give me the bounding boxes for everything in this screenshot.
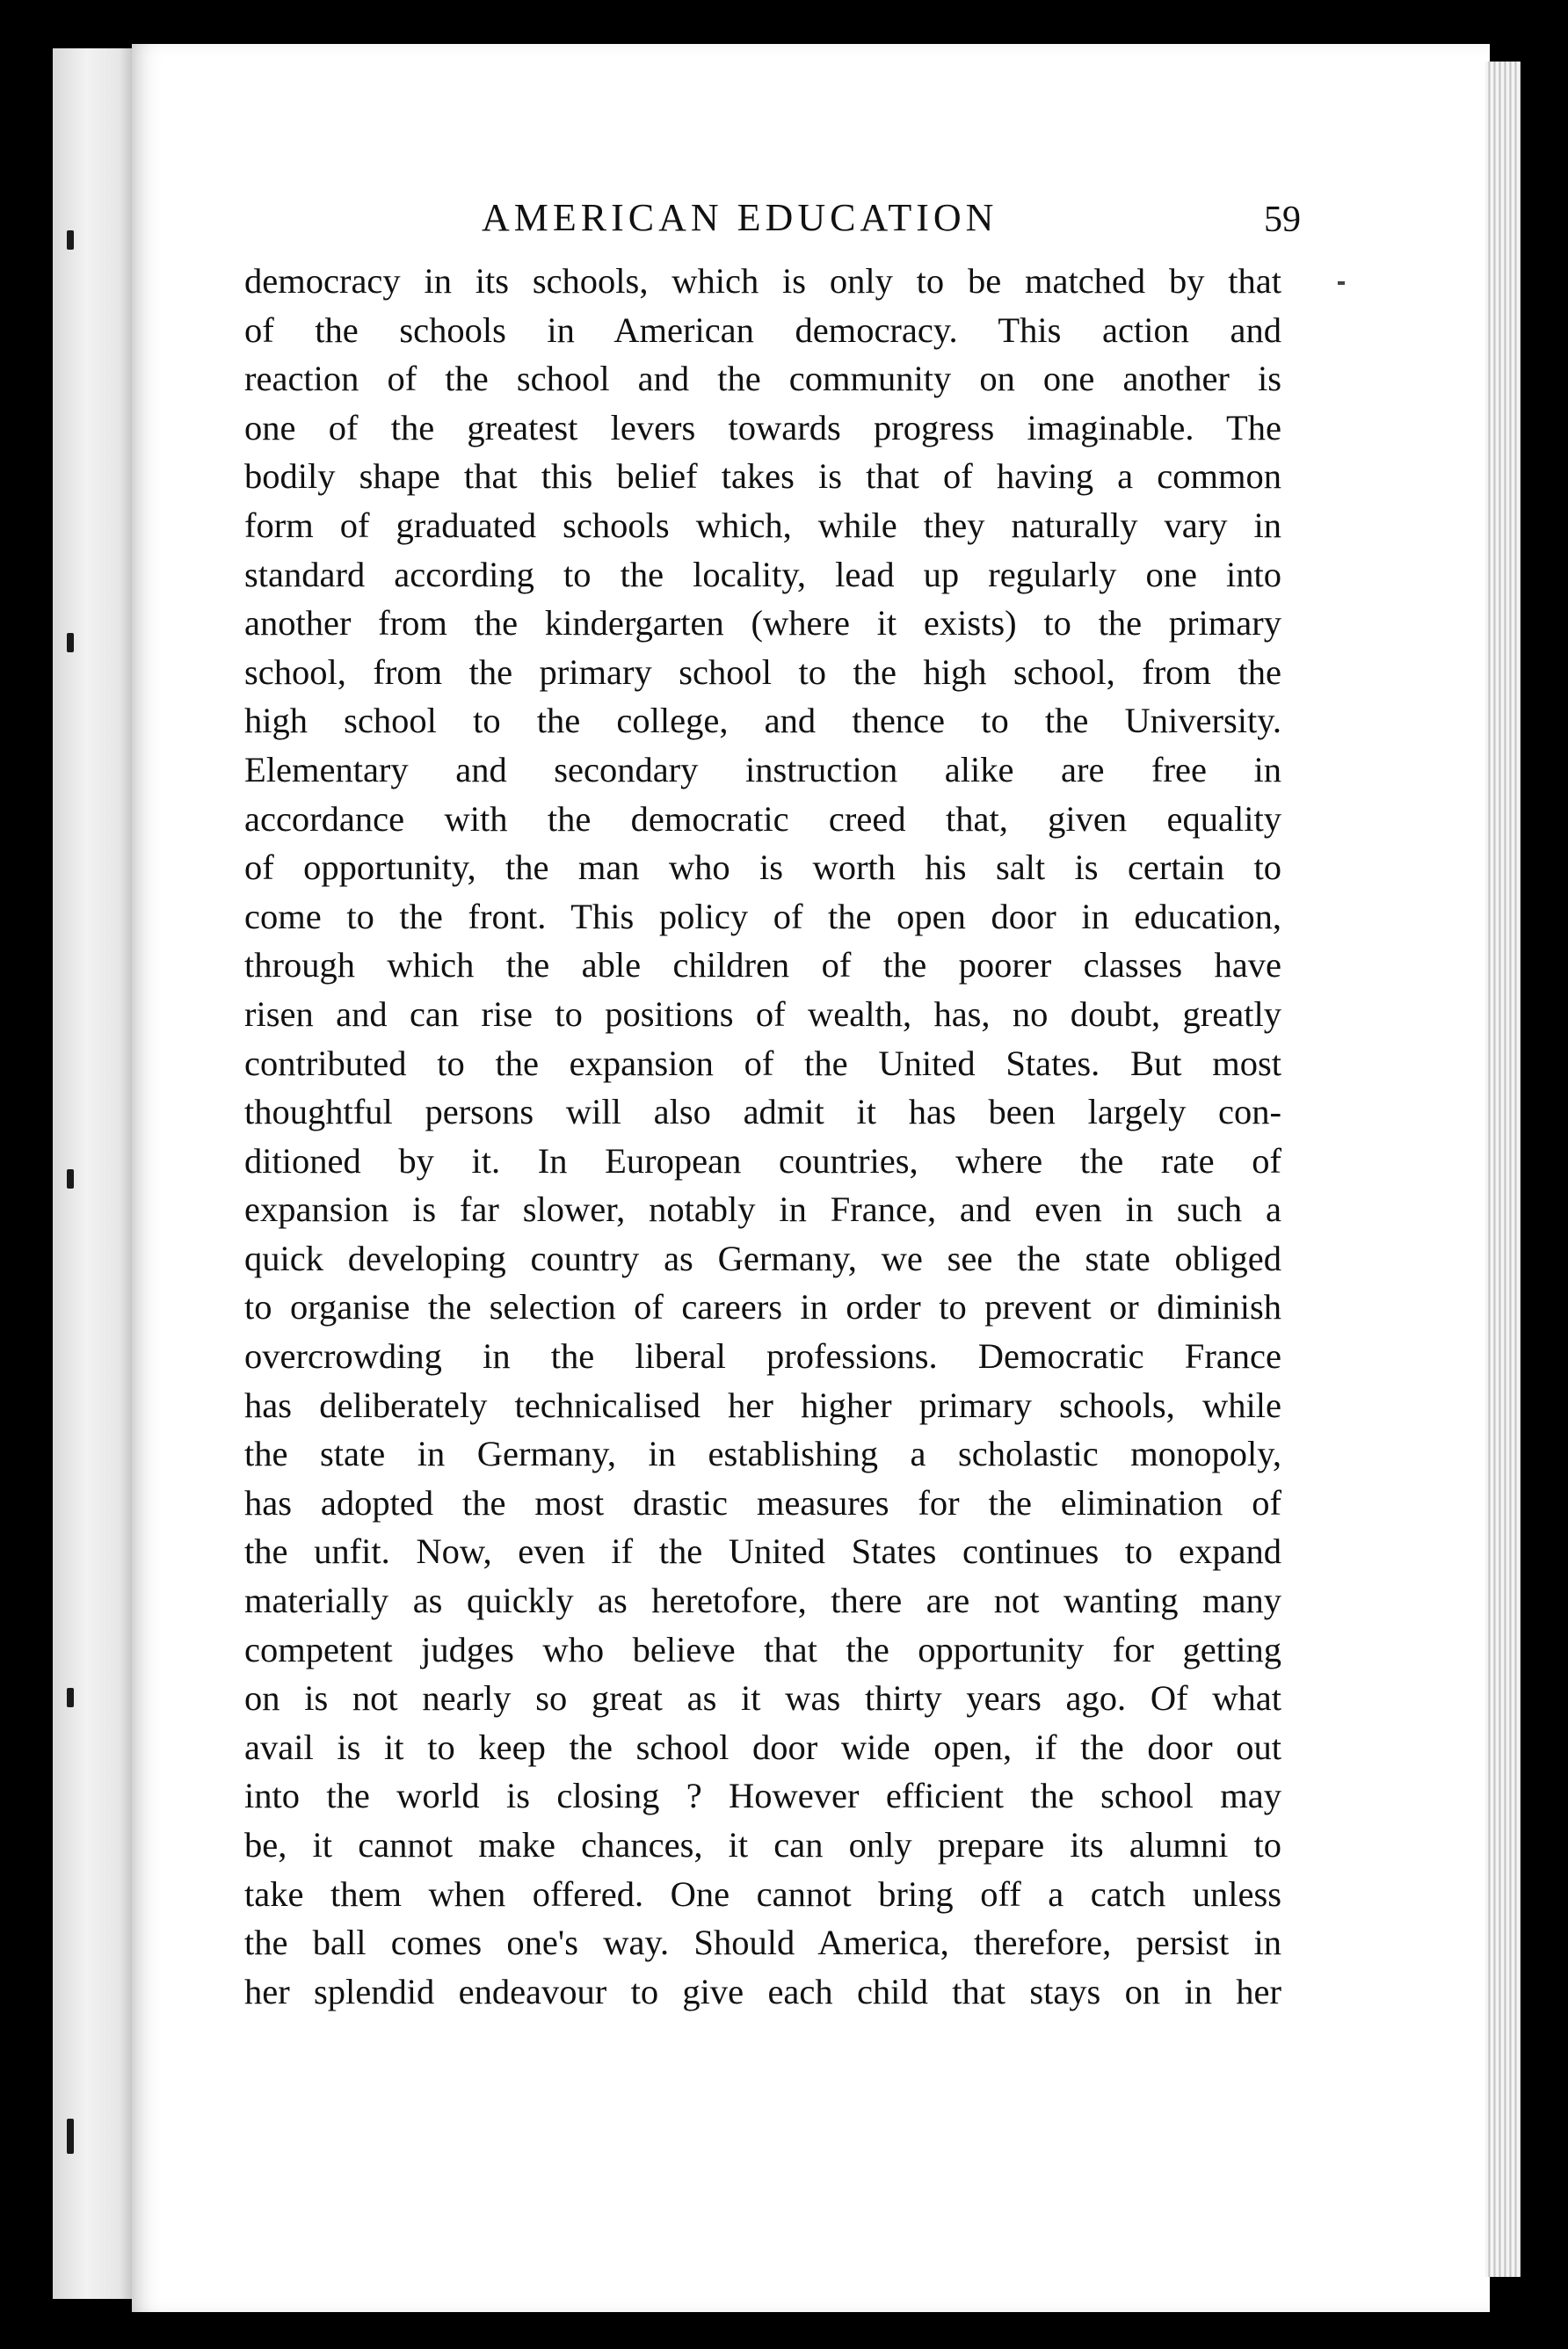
text-line: Elementary and secondary instruction alike are free in	[244, 749, 1281, 789]
facing-page-edge	[53, 48, 136, 2299]
text-line: materially as quickly as heretofore, there are not wanting many	[244, 1581, 1281, 1621]
margin-mark	[67, 633, 74, 652]
text-line: high school to the college, and thence to the University.	[244, 701, 1281, 741]
text-line: thoughtful persons will also admit it has been largely con-	[244, 1092, 1281, 1132]
page-header	[352, 195, 1301, 248]
text-line: reaction of the school and the community on one another is	[244, 359, 1281, 399]
text-line: one of the greatest levers towards progress imaginable. The	[244, 407, 1281, 447]
text-line: her splendid endeavour to give each child that stays on in her	[244, 1971, 1281, 2011]
text-line: risen and can rise to positions of wealth, has, no doubt, greatly	[244, 993, 1281, 1034]
text-line: democracy in its schools, which is only to be matched by that	[244, 261, 1281, 301]
margin-mark	[67, 2119, 74, 2154]
text-line: through which the able children of the poorer classes have	[244, 945, 1281, 985]
text-line: the unfit. Now, even if the United States continues to expand	[244, 1531, 1281, 1572]
text-line: come to the front. This policy of the open door in education,	[244, 896, 1281, 936]
body-text	[244, 257, 1281, 2016]
stray-mark	[1338, 281, 1345, 285]
margin-mark	[67, 230, 74, 250]
text-line: form of graduated schools which, while they naturally vary in	[244, 505, 1281, 545]
text-line: take them when offered. One cannot bring off a catch unless	[244, 1873, 1281, 1914]
text-line: the ball comes one's way. Should America, therefore, persist in	[244, 1923, 1281, 1963]
text-line: overcrowding in the liberal professions. Democratic France	[244, 1336, 1281, 1377]
text-line: has adopted the most drastic measures for the elimination of	[244, 1482, 1281, 1523]
text-line: has deliberately technicalised her higher primary schools, while	[244, 1385, 1281, 1425]
text-line: avail is it to keep the school door wide open, if the door out	[244, 1727, 1281, 1767]
text-line: quick developing country as Germany, we see the state obliged	[244, 1238, 1281, 1278]
text-line: of opportunity, the man who is worth his salt is certain to	[244, 847, 1281, 888]
text-line: competent judges who believe that the opportunity for getting	[244, 1629, 1281, 1669]
margin-mark	[67, 1688, 74, 1707]
text-line: the state in Germany, in establishing a scholastic monopoly,	[244, 1434, 1281, 1474]
text-line: into the world is closing ? However efficient the school may	[244, 1776, 1281, 1816]
text-line: of the schools in American democracy. This action and	[244, 309, 1281, 350]
text-line: be, it cannot make chances, it can only prepare its alumni to	[244, 1825, 1281, 1865]
text-line: ditioned by it. In European countries, where the rate of	[244, 1140, 1281, 1181]
text-line: accordance with the democratic creed that, given equality	[244, 798, 1281, 839]
margin-mark	[67, 1169, 74, 1189]
text-line: to organise the selection of careers in order to prevent or diminish	[244, 1287, 1281, 1327]
text-line: bodily shape that this belief takes is that of having a common	[244, 456, 1281, 497]
text-line: standard according to the locality, lead up regularly one into	[244, 554, 1281, 594]
text-line: on is not nearly so great as it was thirty years ago. Of what	[244, 1678, 1281, 1719]
text-line: school, from the primary school to the high school, from the	[244, 651, 1281, 692]
text-line: contributed to the expansion of the United States. But most	[244, 1043, 1281, 1083]
text-line: another from the kindergarten (where it exists) to the primary	[244, 603, 1281, 644]
page-fore-edge	[1485, 62, 1521, 2277]
text-line: expansion is far slower, notably in France, and even in such a	[244, 1189, 1281, 1230]
running-head: AMERICAN EDUCATION	[482, 196, 998, 239]
page-number: 59	[1264, 200, 1301, 240]
